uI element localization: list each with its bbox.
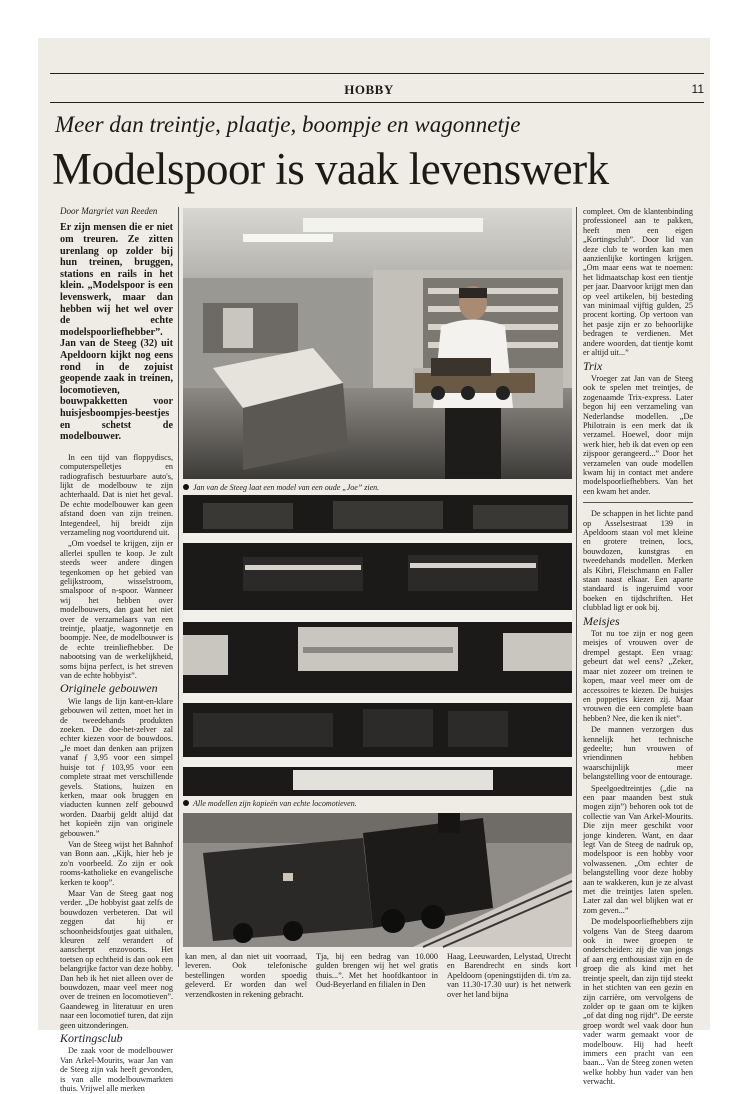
- section-label: HOBBY: [344, 82, 394, 97]
- subheading: Kortingsclub: [60, 1031, 123, 1046]
- headline: Modelspoor is vaak levenswerk: [52, 144, 609, 194]
- header-rule-bottom: [50, 102, 704, 103]
- paragraph: De modelspoorliefhebbers zijn volgens Van de Steeg daarom ook in twee groepen te onderscheiden: zij die van jongs af aan erg enthousiast zijn en de groep die als kind met het treintje speelt, dan zijn tijd steekt in het stichten van een gezin en zijn carrière, om vervolgens de zolder op te gaan om te kijken „of dat ding nog rijdt”. De eerste groep wordt wel vaak door hun vader warm gemaakt voor de modelbouw. Hij had heeft immers een pracht van een baan... Van de Steeg zonen weten welke hobby hun vader van hen verwacht.: [583, 917, 693, 1087]
- paragraph: Haag, Leeuwarden, Lelystad, Utrecht en Barendrecht en sinds kort Apeldoorn (openingstijden di. t/m za. van 11.30-17.30 uur) is het netwerk over het land bijna: [447, 952, 571, 999]
- column-3: [583, 207, 693, 1087]
- bottom-column-1: [185, 952, 307, 1001]
- lead-paragraph: Er zijn mensen die er niet om treuren. Ze zitten urenlang op zolder bij hun treinen, bruggen, stations en rails in het klein. „Modelspoor is een levenswerk, maar dan hebben wij het wel over de echte modelspoorliefhebber”. Jan van de Steeg (32) uit Apeldoorn kijkt nog eens rond in de zojuist geopende zaak in treinen, locomotieven, bouwpakketten voor huisjesboompjes-beestjes en schetst de modelbouwer.: [60, 222, 173, 443]
- column-divider: [178, 207, 179, 967]
- paragraph: De zaak voor de modelbouwer Van Arkel-Mourits, waar Jan van de Steeg zijn vak heeft gevonden, is van alle modelbouwmarkten thuis. Vrijwel alle merken: [60, 1046, 173, 1094]
- bullet-icon: [183, 800, 189, 806]
- column-1: [60, 206, 173, 1094]
- paragraph: Maar Van de Steeg gaat nog verder. „De hobbyist gaat zelfs de bouwdozen verbeteren. Dat wil zeggen dat hij er schoonheidsfoutjes gaat uithalen, kleuren zelf verandert of aanscherpt enzovoorts. Het toetsen op echtheid is dan ook een belangrijke factor van deze hobby. Dan heb ik het niet alleen over de bouwdozen, maar veel meer nog over de treinen en locomotieven”. Gaandeweg in literatuur en uren naar een locomotief turen, dat zijn geen uitzonderingen.: [60, 888, 173, 1030]
- bottom-column-3: [447, 952, 571, 1001]
- kicker: Meer dan treintje, plaatje, boompje en wagonnetje: [55, 112, 521, 137]
- photo-locomotive-display-graphic: [183, 495, 572, 796]
- paragraph: Wie langs de lijn kant-en-klare gebouwen wil zetten, moet het in de tweedehands produkten zoeken. De doe-het-zelver zal echter kiezen voor de bouwdoos. „Je moet dan denken aan prijzen vanaf ƒ 3,95 voor een simpel huisje tot ƒ 103,95 voor een complete straat met verschillende gevels. Stations, huizen en kerken, maar ook bruggen en viaducten kunnen zelf gebouwd worden. Daarbij geldt altijd dat het kopieën zijn van originele gebouwen.”: [60, 696, 173, 838]
- bottom-column-2: [316, 952, 438, 992]
- bullet-icon: [183, 484, 189, 490]
- paragraph: Speelgoedtreintjes („die na een paar maanden best stuk mogen zijn”) behoren ook tot de collectie van Van Arkel-Mourits. Die zijn meer geschikt voor jonge kinderen. Want, en daar legt Van de Steeg de nadruk op, modelspoor is een hobby voor volwassenen. „Om echter de belangstelling voor deze hobby aan te wakkeren, kun je ze alvast met die treintjes laten spelen. Later zal dan wel blijken wat er zom geven...”: [583, 783, 693, 915]
- paragraph: Tot nu toe zijn er nog geen meisjes of vrouwen over de drempel gestapt. Een vraag: gebeurt dat wel eens? „Zeker, maar niet zozeer om treinen te kopen, maar veel meer om de accessoires te kiezen. De huisjes en poppetjes kiezen zij. Maar vrouwen die een complete baan hebben? Nee, die ken ik niet”.: [583, 629, 693, 723]
- photo-shop-interior: [183, 208, 572, 479]
- caption-photo-1: Jan van de Steeg laat een model van een oude „Joe” zien.: [183, 483, 379, 492]
- paragraph: De mannen verzorgen dus kennelijk het technische gedeelte; hun vrouwen of vriendinnen hebben waarschijnlijk meer belangstelling voor de entourage.: [583, 725, 693, 782]
- photo-steam-locomotive-graphic: [183, 813, 572, 947]
- photo-shop-interior-graphic: [183, 208, 572, 479]
- photo-steam-locomotive: [183, 813, 572, 947]
- photo-locomotive-display: [183, 495, 572, 796]
- paragraph: In een tijd van floppydiscs, computerspelletjes en radiografisch bestuurbare auto's, lijkt de modelbouw te zijn achterhaald. Dat is niet het geval. De echte modelbouwer kan geen afstand doen van zijn treinen. Integendeel, hij breidt zijn verzameling nog voortdurend uit.: [60, 452, 173, 537]
- subheading: Originele gebouwen: [60, 681, 158, 696]
- paragraph: Vroeger zat Jan van de Steeg ook te spelen met treintjes, de zogenaamde Trix-express. Later begon hij een verzameling van Nederlandse modellen. „De Philotrain is een merk dat ik verzamel. Hoewel, door mijn werk hier, heb ik dat even op een zijspoor gerangeerd...” Door het verzamelen van oude modellen kwam hij in contact met andere modelspoorliefhebbers. Van het een kwam het ander.: [583, 373, 693, 496]
- paragraph: kan men, al dan niet uit voorraad, leveren. Ook telefonische bestellingen worden spoedig geleverd. Er worden dan wel verzendkosten in rekening gebracht.: [185, 952, 307, 999]
- paragraph: „Om voedsel te krijgen, zijn er allerlei spullen te koop. Je zult steeds weer andere dingen tegenkomen op het gebied van gelijkstroom, wisselstroom, smalspoor of n-spoor. Wanneer wij het hebben over modelbouwers, dan gaat het niet over de verzamelaars van een treintje, plaatje, wagonnetje en boompje. Nee, de modelbouwer is de echte treinliefhebber. De nabootsing van de werkelijkheid, soms bijna perfect, is het streven van de echte hobbyist”.: [60, 539, 173, 681]
- divider: [583, 502, 693, 503]
- page-number: 11: [691, 82, 704, 96]
- subheading: Trix: [583, 358, 603, 373]
- caption-photo-2: Alle modellen zijn kopieën van echte locomotieven.: [183, 799, 357, 808]
- paragraph: Tja, bij een bedrag van 10.000 gulden brengen wij het wel gratis thuis...”. Met het hoofdkantoor in Oud-Beyerland en filialen in Den: [316, 952, 438, 990]
- subheading: Meisjes: [583, 613, 620, 628]
- paragraph: compleet. Om de klantenbinding professioneel aan te pakken, heeft men een eigen „Kortingsclub”. Door lid van deze club te worden kan men aanzienlijke kortingen krijgen. „Om maar eens wat te noemen: het lidmaatschap kost een tientje per jaar. Daarvoor krijgt men dan op veel artikelen, bij besteding van minimaal vijftig gulden, 25 procent korting. Op vertoon van het pasje zijn er zo behoorlijke bedragen te verdienen. Met andere woorden, dat tientje komt er altijd uit...”: [583, 207, 693, 358]
- byline: Door Margriet van Reeden: [60, 206, 158, 216]
- column-divider: [576, 207, 577, 967]
- paragraph: Van de Steeg wijst het Bahnhof van Bonn aan. „Kijk, hier heb je zo'n voorbeeld. Zo zijn er ook rooms-katholieke en evangelische kerken te koop”.: [60, 839, 173, 887]
- header-rule-top: [50, 73, 704, 74]
- paragraph: De schappen in het lichte pand op Asselsestraat 139 in Apeldoorn staan vol met kleine en grotere treinen, locs, bouwdozen, kunstgras en tweedehands modellen. Merken als Kibri, Fleischmann en Faller staan naast elkaar. Een aparte standaard is ingeruimd voor boeken en tijdschriften. Het clubblad ligt er ook bij.: [583, 509, 693, 613]
